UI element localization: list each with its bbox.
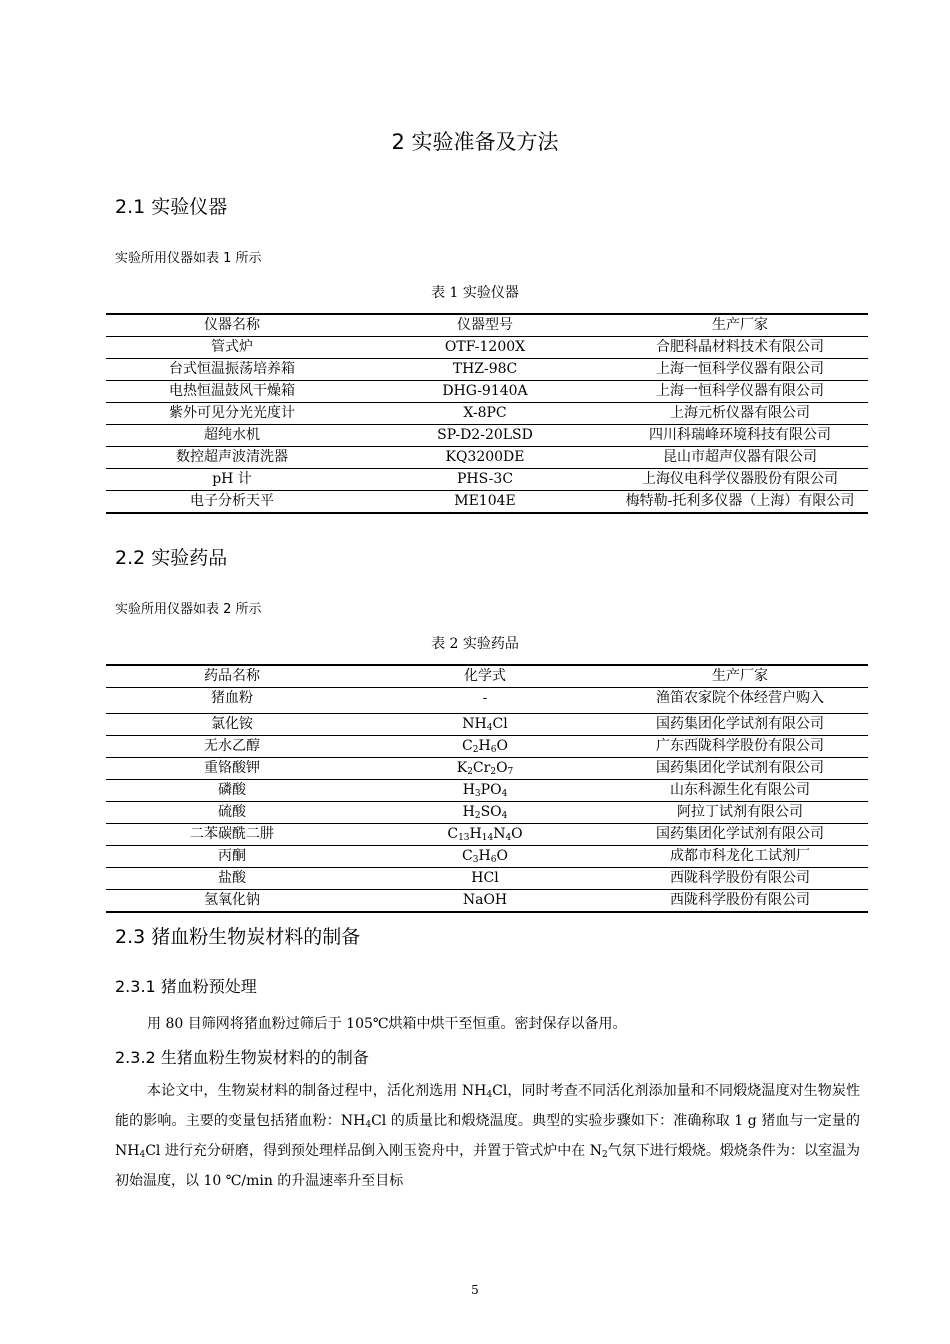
instrument-name: 电热恒温鼓风干燥箱 [106,381,358,403]
table-row [106,736,868,758]
reagent-formula: $C_{13}H_{14}N_4O$ [358,824,612,846]
section-heading-2-3: 2.3 猪血粉生物炭材料的制备 [115,926,361,948]
instrument-model: PHS-3C [358,469,612,491]
table-row [106,780,868,802]
reagent-formula: - [358,688,612,714]
reagent-name: 猪血粉 [106,688,358,714]
reagent-maker: 国药集团化学试剂有限公司 [612,714,868,736]
reagent-formula: $H_3PO_4$ [358,780,612,802]
reagent-name: 二苯碳酰二肼 [106,824,358,846]
subsection-heading-2-3-2: 2.3.2 生猪血粉生物炭材料的的制备 [115,1048,369,1067]
subsection-heading-2-3-1: 2.3.1 猪血粉预处理 [115,977,257,996]
column-header: 仪器名称 [106,314,358,337]
table-row [106,890,868,913]
reagent-name: 重铬酸钾 [106,758,358,780]
instrument-model: KQ3200DE [358,447,612,469]
table-row [106,403,868,425]
instrument-maker: 上海一恒科学仪器有限公司 [612,381,868,403]
instrument-name: 管式炉 [106,337,358,359]
reagent-formula: $C_3H_6O$ [358,846,612,868]
column-header: 仪器型号 [358,314,612,337]
reagent-formula: $H_2SO_4$ [358,802,612,824]
table-row [106,337,868,359]
section-heading-2-2: 2.2 实验药品 [115,547,228,569]
instrument-model: SP-D2-20LSD [358,425,612,447]
reagent-name: 氢氧化钠 [106,890,358,913]
instrument-maker: 上海一恒科学仪器有限公司 [612,359,868,381]
reagent-formula: $K_2Cr_2O_7$ [358,758,612,780]
reagent-name: 氯化铵 [106,714,358,736]
table-header-row [106,314,868,337]
reagent-formula: HCl [358,868,612,890]
reagent-maker: 山东科源生化有限公司 [612,780,868,802]
reagent-name: 无水乙醇 [106,736,358,758]
instrument-name: 数控超声波清洗器 [106,447,358,469]
table-row [106,447,868,469]
instrument-name: 电子分析天平 [106,491,358,514]
chapter-title: 2 实验准备及方法 [391,130,559,154]
reagent-maker: 成都市科龙化工试剂厂 [612,846,868,868]
table-row [106,491,868,514]
table-row [106,688,868,714]
reagent-name: 丙酮 [106,846,358,868]
reagent-name: 盐酸 [106,868,358,890]
instrument-maker: 上海仪电科学仪器股份有限公司 [612,469,868,491]
instrument-model: ME104E [358,491,612,514]
instrument-maker: 昆山市超声仪器有限公司 [612,447,868,469]
instrument-table [106,313,868,514]
column-header: 生产厂家 [612,665,868,688]
reagent-maker: 广东西陇科学股份有限公司 [612,736,868,758]
reagent-name: 硫酸 [106,802,358,824]
instrument-name: 台式恒温振荡培养箱 [106,359,358,381]
reagent-formula: NaOH [358,890,612,913]
reagent-maker: 国药集团化学试剂有限公司 [612,824,868,846]
reagent-formula: $NH_4Cl$ [358,714,612,736]
column-header: 化学式 [358,665,612,688]
instrument-name: 紫外可见分光光度计 [106,403,358,425]
table-row [106,359,868,381]
instrument-name: pH 计 [106,469,358,491]
section-note-2-1: 实验所用仪器如表 1 所示 [115,251,262,266]
table-row [106,802,868,824]
instrument-maker: 梅特勒-托利多仪器（上海）有限公司 [612,491,868,514]
section-note-2-2: 实验所用仪器如表 2 所示 [115,602,262,617]
page-number: 5 [471,1283,479,1297]
reagent-table [106,664,868,913]
table-row [106,758,868,780]
table-row [106,469,868,491]
table-row [106,846,868,868]
column-header: 药品名称 [106,665,358,688]
reagent-maker: 国药集团化学试剂有限公司 [612,758,868,780]
instrument-model: THZ-98C [358,359,612,381]
table-row [106,381,868,403]
reagent-name: 磷酸 [106,780,358,802]
table-header-row [106,665,868,688]
reagent-maker: 西陇科学股份有限公司 [612,868,868,890]
instrument-maker: 合肥科晶材料技术有限公司 [612,337,868,359]
pretreatment-paragraph: 用 80 目筛网将猪血粉过筛后于 105℃烘箱中烘干至恒重。密封保存以备用。 [147,1016,627,1032]
section-heading-2-1: 2.1 实验仪器 [115,196,228,218]
reagent-maker: 渔笛农家院个体经营户购入 [612,688,868,714]
table-row [106,425,868,447]
instrument-maker: 四川科瑞峰环境科技有限公司 [612,425,868,447]
table-row [106,868,868,890]
instrument-model: X-8PC [358,403,612,425]
reagent-maker: 西陇科学股份有限公司 [612,890,868,913]
instrument-name: 超纯水机 [106,425,358,447]
table-row [106,824,868,846]
instrument-model: DHG-9140A [358,381,612,403]
preparation-paragraph: 本论文中，生物炭材料的制备过程中，活化剂选用 $NH_4Cl$，同时考查不同活化剂添加量和不同煅烧温度对生物炭性能的影响。主要的变量包括猪血粉：$NH_4Cl$ 的质量比和煅烧温度。典型的实验步骤如下：准确称取 1 g 猪血与一定量的 $NH_4Cl$ 进行充分研磨，得到预处理样品倒入刚玉瓷舟中，并置于管式炉中在 $N_2$气氛下进行煅烧。煅烧条件为：以室温为初始温度，以 10 ℃/min 的升温速率升至目标 [115,1083,861,1189]
table-2-caption: 表 2 实验药品 [431,636,519,652]
reagent-formula: $C_2H_6O$ [358,736,612,758]
reagent-maker: 阿拉丁试剂有限公司 [612,802,868,824]
instrument-model: OTF-1200X [358,337,612,359]
table-row [106,714,868,736]
column-header: 生产厂家 [612,314,868,337]
instrument-maker: 上海元析仪器有限公司 [612,403,868,425]
table-1-caption: 表 1 实验仪器 [431,285,519,301]
